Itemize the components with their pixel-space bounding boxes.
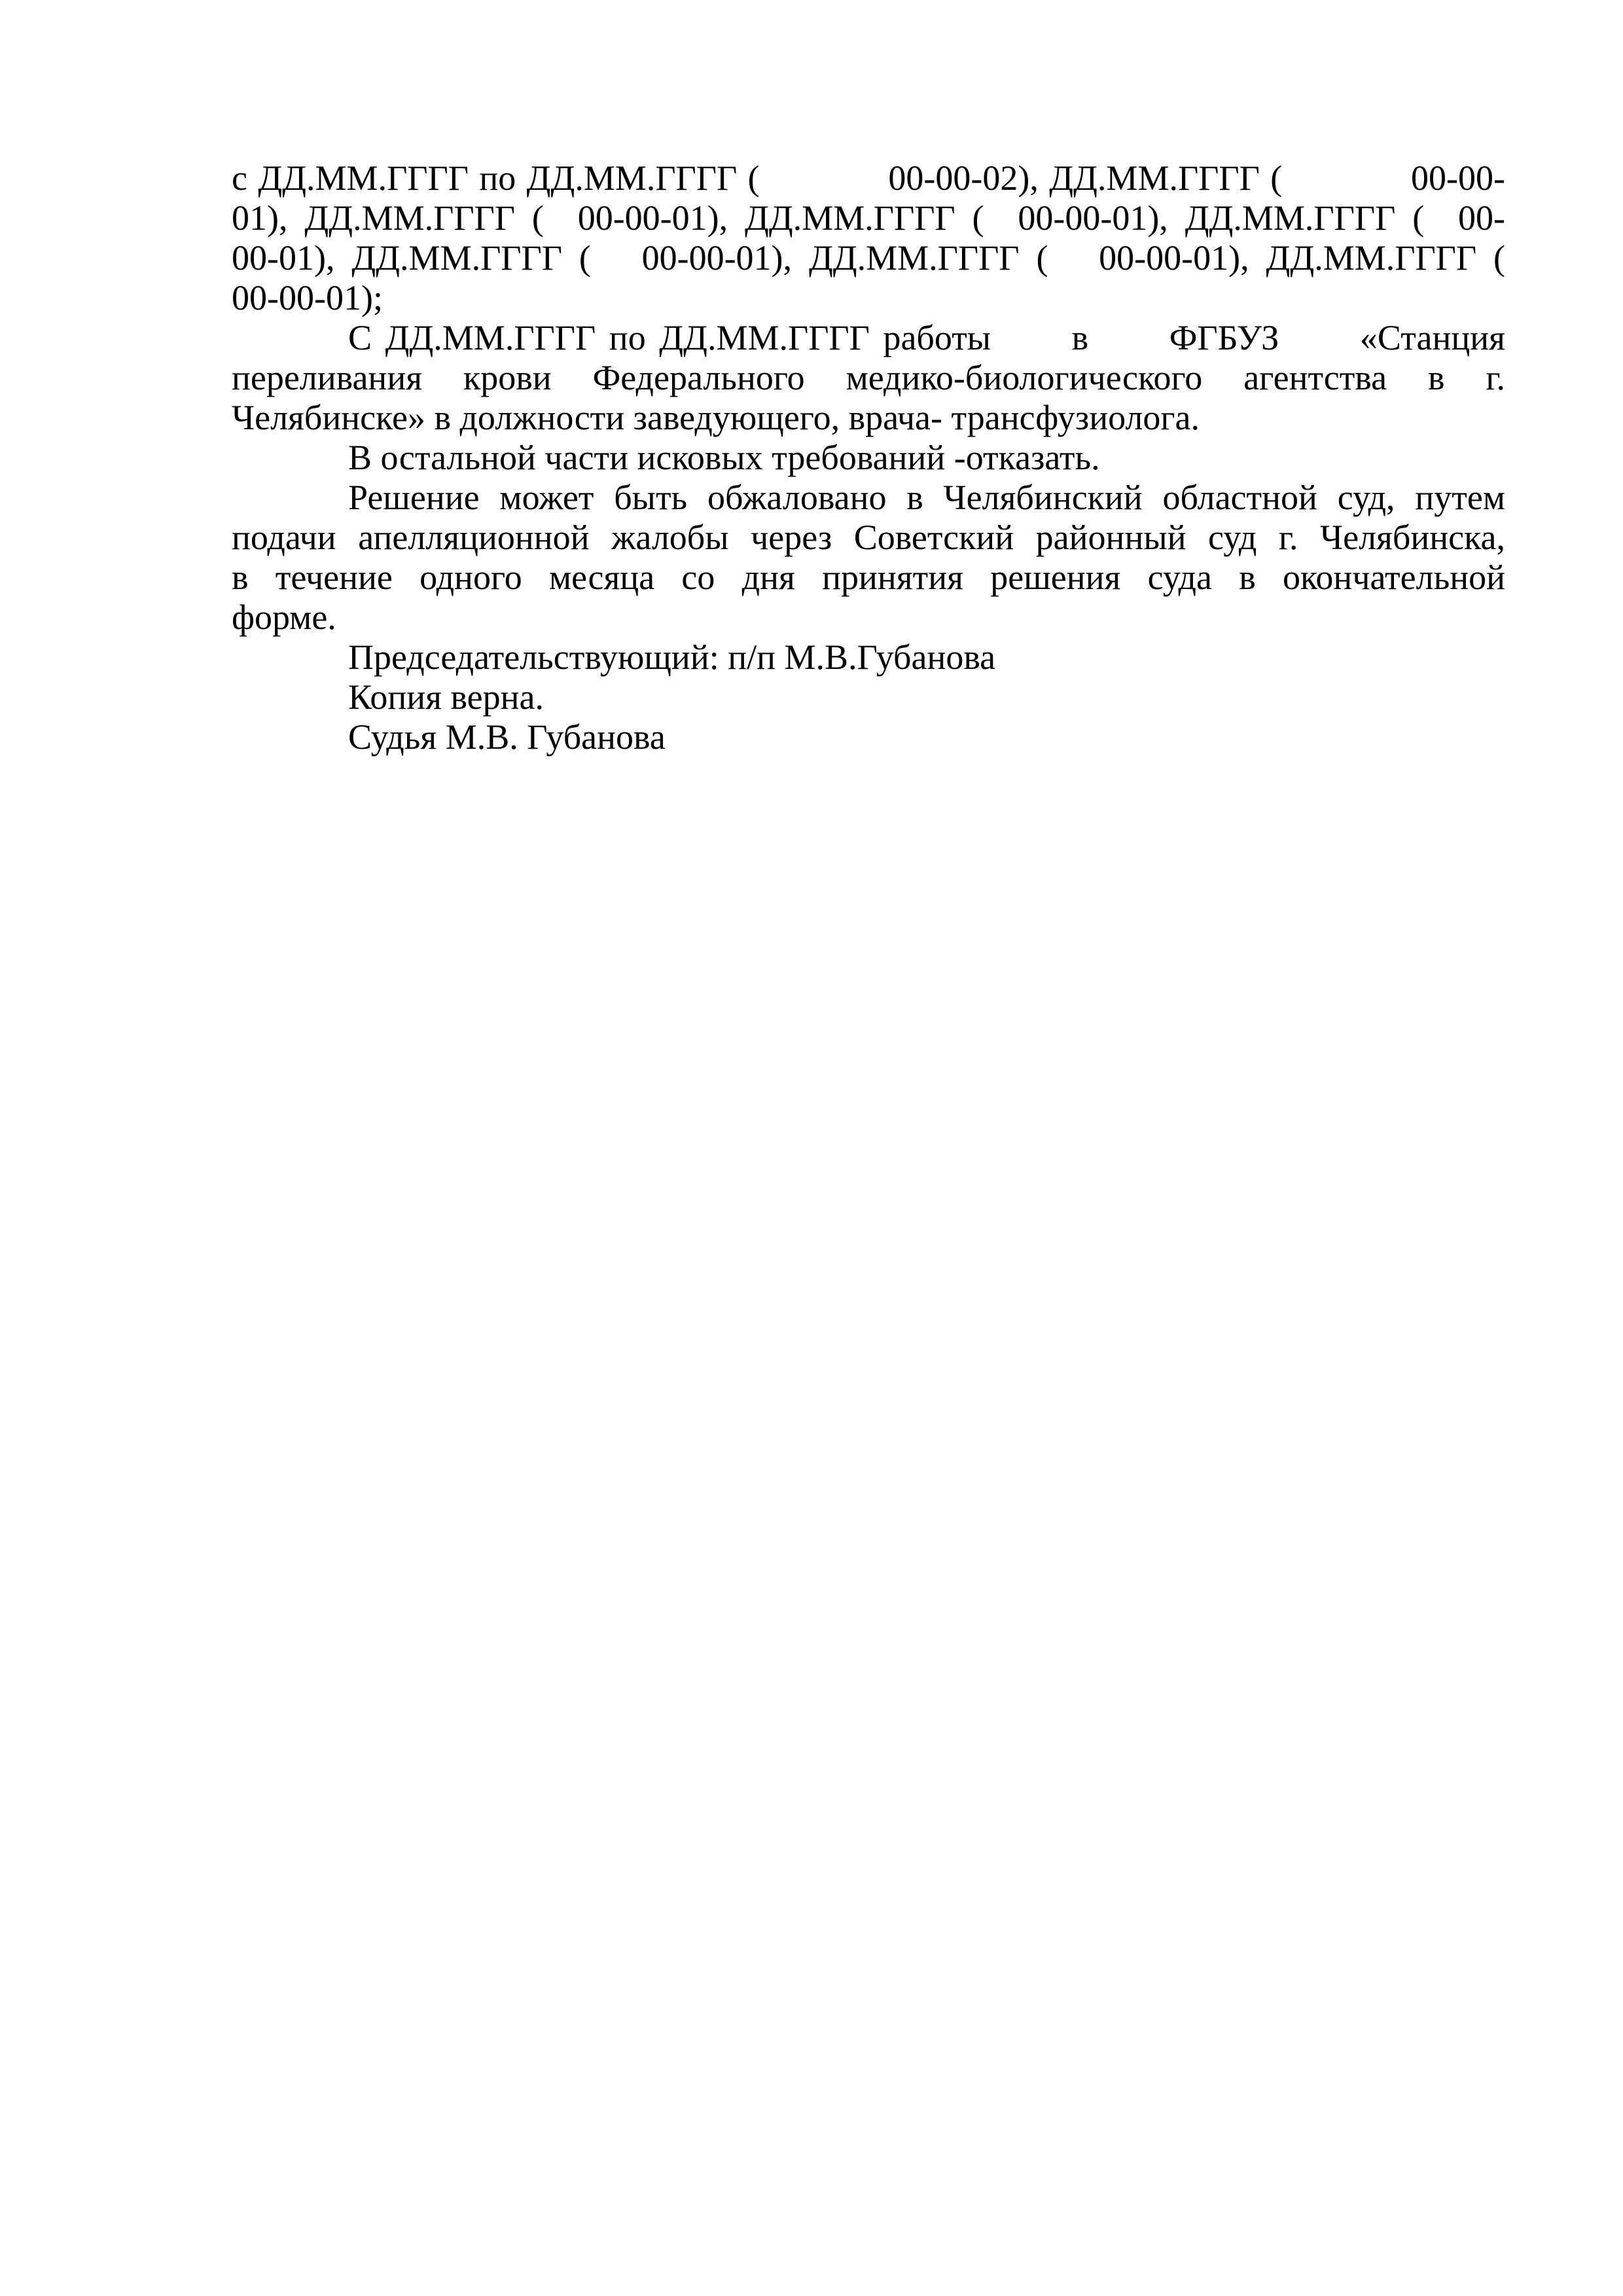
judge-signature-line: Судья М.В. Губанова [348, 717, 666, 757]
copy-certified-line: Копия верна. [348, 677, 544, 717]
employment-period-line-1: С ДД.ММ.ГГГГ по ДД.ММ.ГГГГ работы в ФГБУЗ «Станция [348, 318, 1505, 357]
appeal-instructions-line-2: подачи апелляционной жалобы через Советский районный суд г. Челябинска, [232, 518, 1505, 557]
employment-period-line-2: переливания крови Федерального медико-биологического агентства в г. [232, 358, 1505, 397]
appeal-instructions-line-4: форме. [232, 598, 336, 637]
appeal-instructions-line-3: в течение одного месяца со дня принятия решения суда в окончательной [232, 558, 1505, 597]
presiding-judge-line: Председательствующий: п/п М.В.Губанова [348, 637, 996, 677]
redacted-dates-line-4: 00-00-01); [232, 278, 383, 317]
redacted-dates-line-3: 00-01), ДД.ММ.ГГГГ ( 00-00-01), ДД.ММ.ГГГГ ( 00-00-01), ДД.ММ.ГГГГ ( [232, 238, 1505, 278]
employment-period-line-3: Челябинске» в должности заведующего, врача- трансфузиолога. [232, 398, 1200, 437]
remaining-claims-line: В остальной части исковых требований -отказать. [348, 438, 1100, 477]
redacted-dates-line-2: 01), ДД.ММ.ГГГГ ( 00-00-01), ДД.ММ.ГГГГ ( 00-00-01), ДД.ММ.ГГГГ ( 00- [232, 198, 1505, 238]
court-decision-text [232, 158, 1505, 757]
appeal-instructions-line-1: Решение может быть обжаловано в Челябинский областной суд, путем [348, 478, 1505, 517]
redacted-dates-line-1: с ДД.ММ.ГГГГ по ДД.ММ.ГГГГ ( 00-00-02), ДД.ММ.ГГГГ ( 00-00- [232, 158, 1505, 198]
